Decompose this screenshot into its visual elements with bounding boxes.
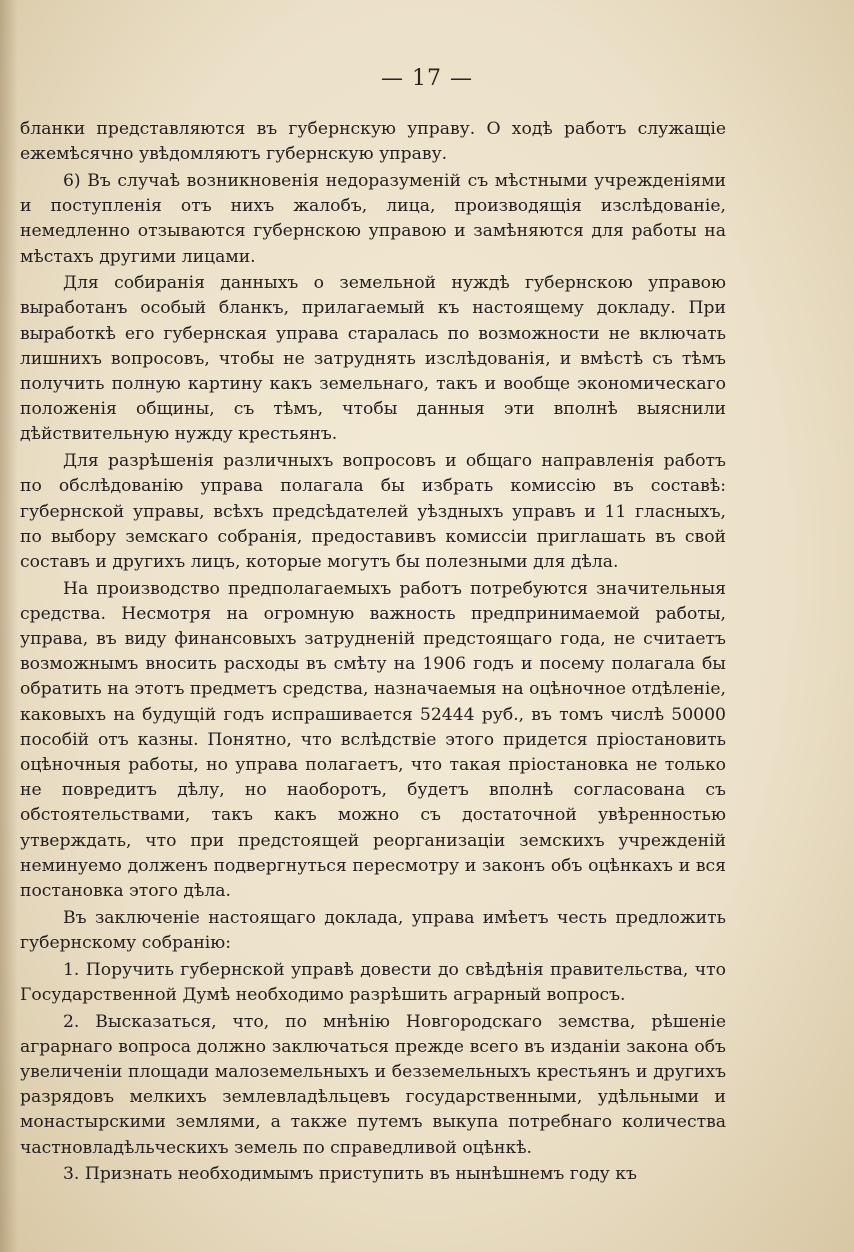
paragraph-6: 6) Въ случаѣ возникновенія недоразуменій съ мѣстными учрежденіями и поступленія отъ нихъ жалобъ, лица, производящія изслѣдованіе, немедленно отзываются губернскою управою и замѣняются для работы на мѣстахъ другими лицами.: [20, 170, 726, 267]
paragraph-continuation: бланки представляются въ губернскую управу. О ходѣ работъ служащіе ежемѣсячно увѣдомляютъ губернскую управу.: [20, 119, 726, 165]
resolution-item-1: 1. Поручить губернской управѣ довести до свѣдѣнія правительства, что Государственной Думѣ необходимо разрѣшить аграрный вопросъ.: [20, 959, 726, 1005]
page-number: — 17 —: [381, 66, 473, 91]
body-text: [20, 117, 726, 1189]
resolution-item-3: 3. Признать необходимымъ приступить въ нынѣшнемъ году къ: [63, 1164, 637, 1185]
resolution-item-2: 2. Высказаться, что, по мнѣнію Новгородскаго земства, рѣшеніе аграрнаго вопроса должно заключаться прежде всего въ изданіи закона объ увеличеніи площади малоземельныхъ и безземельныхъ крестьянъ и другихъ разрядовъ мелкихъ землевладѣльцевъ государственными, удѣльными и монастырскими землями, а также путемъ выкупа потребнаго количества частновладѣльческихъ земель по справедливой оцѣнкѣ.: [20, 1011, 726, 1158]
paragraph-funding: На производство предполагаемыхъ работъ потребуются значительныя средства. Несмотря на огромную важность предпринимаемой работы, управа, въ виду финансовыхъ затрудненій предстоящаго года, не считаетъ возможнымъ вносить расходы въ смѣту на 1906 годъ и посему полагала бы обратить на этотъ предметъ средства, назначаемыя на оцѣночное отдѣленіе, каковыхъ на будущій годъ испрашивается 52444 руб., въ томъ числѣ 50000 пособій отъ казны. Понятно, что вслѣдствіе этого придется пріостановить оцѣночныя работы, но управа полагаетъ, что такая пріостановка не только не повредитъ дѣлу, но наоборотъ, будетъ вполнѣ согласована съ обстоятельствами, такъ какъ можно съ достаточной увѣренностью утверждать, что при предстоящей реорганизаціи земскихъ учрежденій неминуемо долженъ подвергнуться пересмотру и законъ объ оцѣнкахъ и вся постановка этого дѣла.: [20, 578, 726, 902]
paragraph-data-collection: Для собиранія данныхъ о земельной нуждѣ губернскою управою выработанъ особый бланкъ, прилагаемый къ настоящему докладу. При выработкѣ его губернская управа старалась по возможности не включать лишнихъ вопросовъ, чтобы не затруднять изслѣдованія, и вмѣстѣ съ тѣмъ получить полную картину какъ земельнаго, такъ и вообще экономическаго положенія общины, съ тѣмъ, чтобы данныя эти вполнѣ выяснили дѣйствительную нужду крестьянъ.: [20, 273, 726, 445]
paragraph-commission: Для разрѣшенія различныхъ вопросовъ и общаго направленія работъ по обслѣдованію управа полагала бы избрать комиссію въ составѣ: губернской управы, всѣхъ предсѣдателей уѣздныхъ управъ и 11 гласныхъ, по выбору земскаго собранія, предоставивъ комиссіи приглашать въ свой составъ и другихъ лицъ, которые могутъ бы полезными для дѣла.: [20, 451, 726, 572]
binding-shadow: [0, 0, 18, 1252]
paragraph-conclusion: Въ заключеніе настоящаго доклада, управа имѣетъ честь предложить губернскому собранію:: [20, 907, 726, 953]
